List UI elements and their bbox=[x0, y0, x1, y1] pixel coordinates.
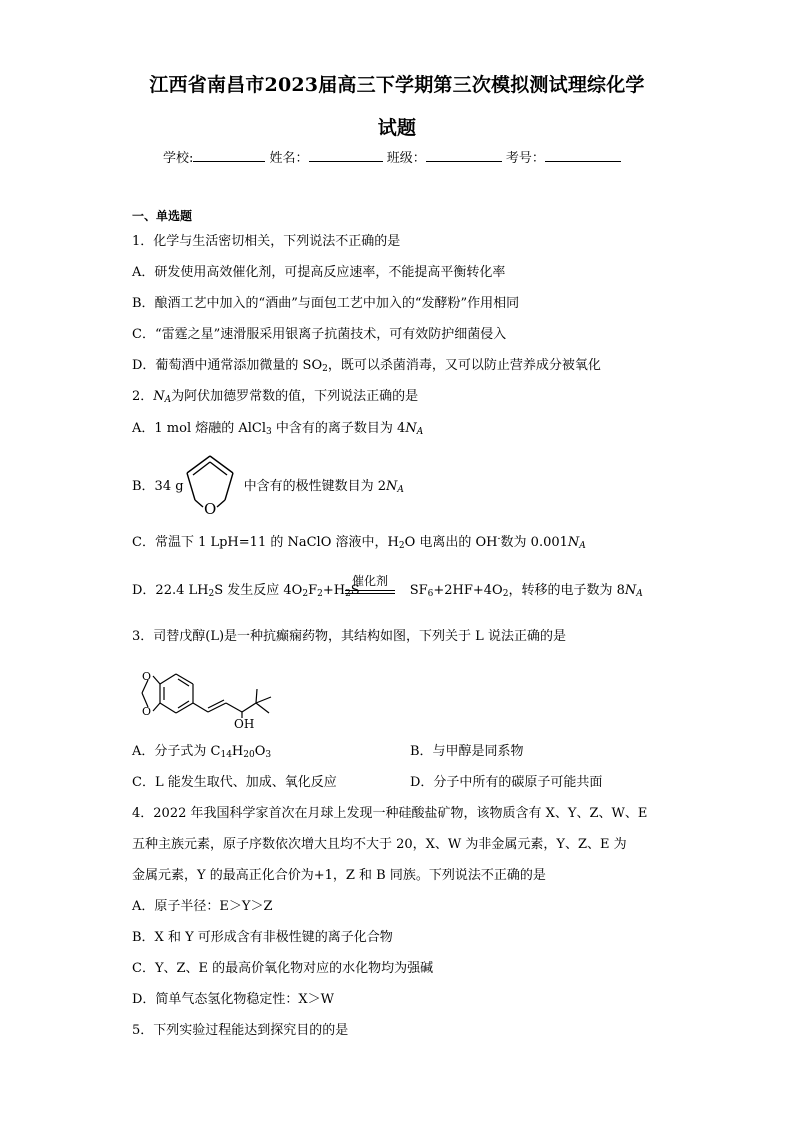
q1-stem: 1．化学与生活密切相关，下列说法不正确的是 bbox=[132, 234, 401, 249]
q5-stem: 5．下列实验过程能达到探究目的的是 bbox=[132, 1023, 349, 1038]
q1-option-c: C．“雷霆之星”速滑服采用银离子抗菌技术，可有效防护细菌侵入 bbox=[132, 327, 507, 342]
q2-option-a: A．1 mol 熔融的 AlCl$_3$ 中含有的离子数目为 $4N_A$ bbox=[132, 421, 424, 437]
q3-option-d: D．分子中所有的碳原子可能共面 bbox=[410, 775, 603, 790]
q4-option-a: A．原子半径：E＞Y＞Z bbox=[132, 899, 273, 914]
equals-line-top bbox=[345, 590, 395, 591]
q1-option-a: A．研发使用高效催化剂，可提高反应速率，不能提高平衡转化率 bbox=[132, 265, 506, 280]
name-blank[interactable] bbox=[309, 149, 383, 162]
exam-title-line2: 试题 bbox=[377, 117, 417, 139]
svg-text:O: O bbox=[142, 705, 152, 718]
exam-title-line1: 江西省南昌市2023届高三下学期第三次模拟测试理综化学 bbox=[149, 74, 645, 96]
exam-no-label: 考号： bbox=[505, 151, 545, 166]
class-label: 班级： bbox=[386, 151, 426, 166]
q2-stem: 2．$N_A$为阿伏加德罗常数的值，下列说法正确的是 bbox=[132, 389, 419, 405]
q3-stem: 3．司替戊醇(L)是一种抗癫痫药物，其结构如图，下列关于 L 说法正确的是 bbox=[132, 629, 566, 644]
catalyst-label: 催化剂 bbox=[351, 574, 388, 588]
q3-option-c: C．L 能发生取代、加成、氧化反应 bbox=[132, 775, 337, 790]
section-heading: 一、单选题 bbox=[132, 209, 193, 223]
svg-text:OH: OH bbox=[234, 717, 255, 731]
equals-line-bottom bbox=[345, 593, 395, 594]
class-blank[interactable] bbox=[426, 149, 502, 162]
exam-no-blank[interactable] bbox=[545, 149, 621, 162]
q2-option-c: C．常温下 1 LpH=11 的 NaClO 溶液中，$H_2O$ 电离出的 OH-数为 $0.001N_A$ bbox=[132, 534, 586, 551]
q4-stem-line2: 五种主族元素，原子序数依次增大且均不大于 20，X、W 为非金属元素，Y、Z、E 为 bbox=[132, 837, 627, 852]
stiripentol-structure-icon bbox=[136, 662, 286, 732]
q4-option-b: B．X 和 Y 可形成含有非极性键的离子化合物 bbox=[132, 930, 393, 945]
q3-option-b: B．与甲醇是同系物 bbox=[410, 744, 524, 759]
school-blank[interactable] bbox=[193, 149, 265, 162]
q4-option-c: C．Y、Z、E 的最高价氧化物对应的水化物均为强碱 bbox=[132, 961, 434, 976]
q2-option-b: B．34 g 中含有的极性键数目为 $2N_A$ bbox=[132, 479, 404, 495]
q3-option-a: A．分子式为 $C_{14}H_{20}O_3$ bbox=[132, 744, 272, 760]
q4-stem-line1: 4．2022 年我国科学家首次在月球上发现一种硅酸盐矿物，该物质含有 X、Y、Z、W、E bbox=[132, 806, 648, 821]
q1-option-b: B．酿酒工艺中加入的“酒曲”与面包工艺中加入的“发酵粉”作用相同 bbox=[132, 296, 520, 311]
q2-option-d: D．22.4 $LH_2S$ 发生反应 $4O_2F_2+H_2S$ $SF_6+2HF+4O_2$，转移的电子数为 $8N_A$ bbox=[132, 583, 643, 599]
svg-text:O: O bbox=[142, 670, 152, 683]
q1-option-d: D．葡萄酒中通常添加微量的 $SO_2$，既可以杀菌消毒，又可以防止营养成分被氧化 bbox=[132, 358, 601, 374]
furan-structure-icon bbox=[181, 452, 241, 518]
q4-stem-line3: 金属元素，Y 的最高正化合价为+1，Z 和 B 同族。下列说法不正确的是 bbox=[132, 868, 546, 883]
svg-text:O: O bbox=[204, 500, 217, 518]
student-info-row bbox=[163, 147, 621, 166]
school-label: 学校: bbox=[163, 151, 194, 166]
q4-option-d: D．简单气态氢化物稳定性：X＞W bbox=[132, 992, 335, 1007]
name-label: 姓名： bbox=[269, 151, 309, 166]
